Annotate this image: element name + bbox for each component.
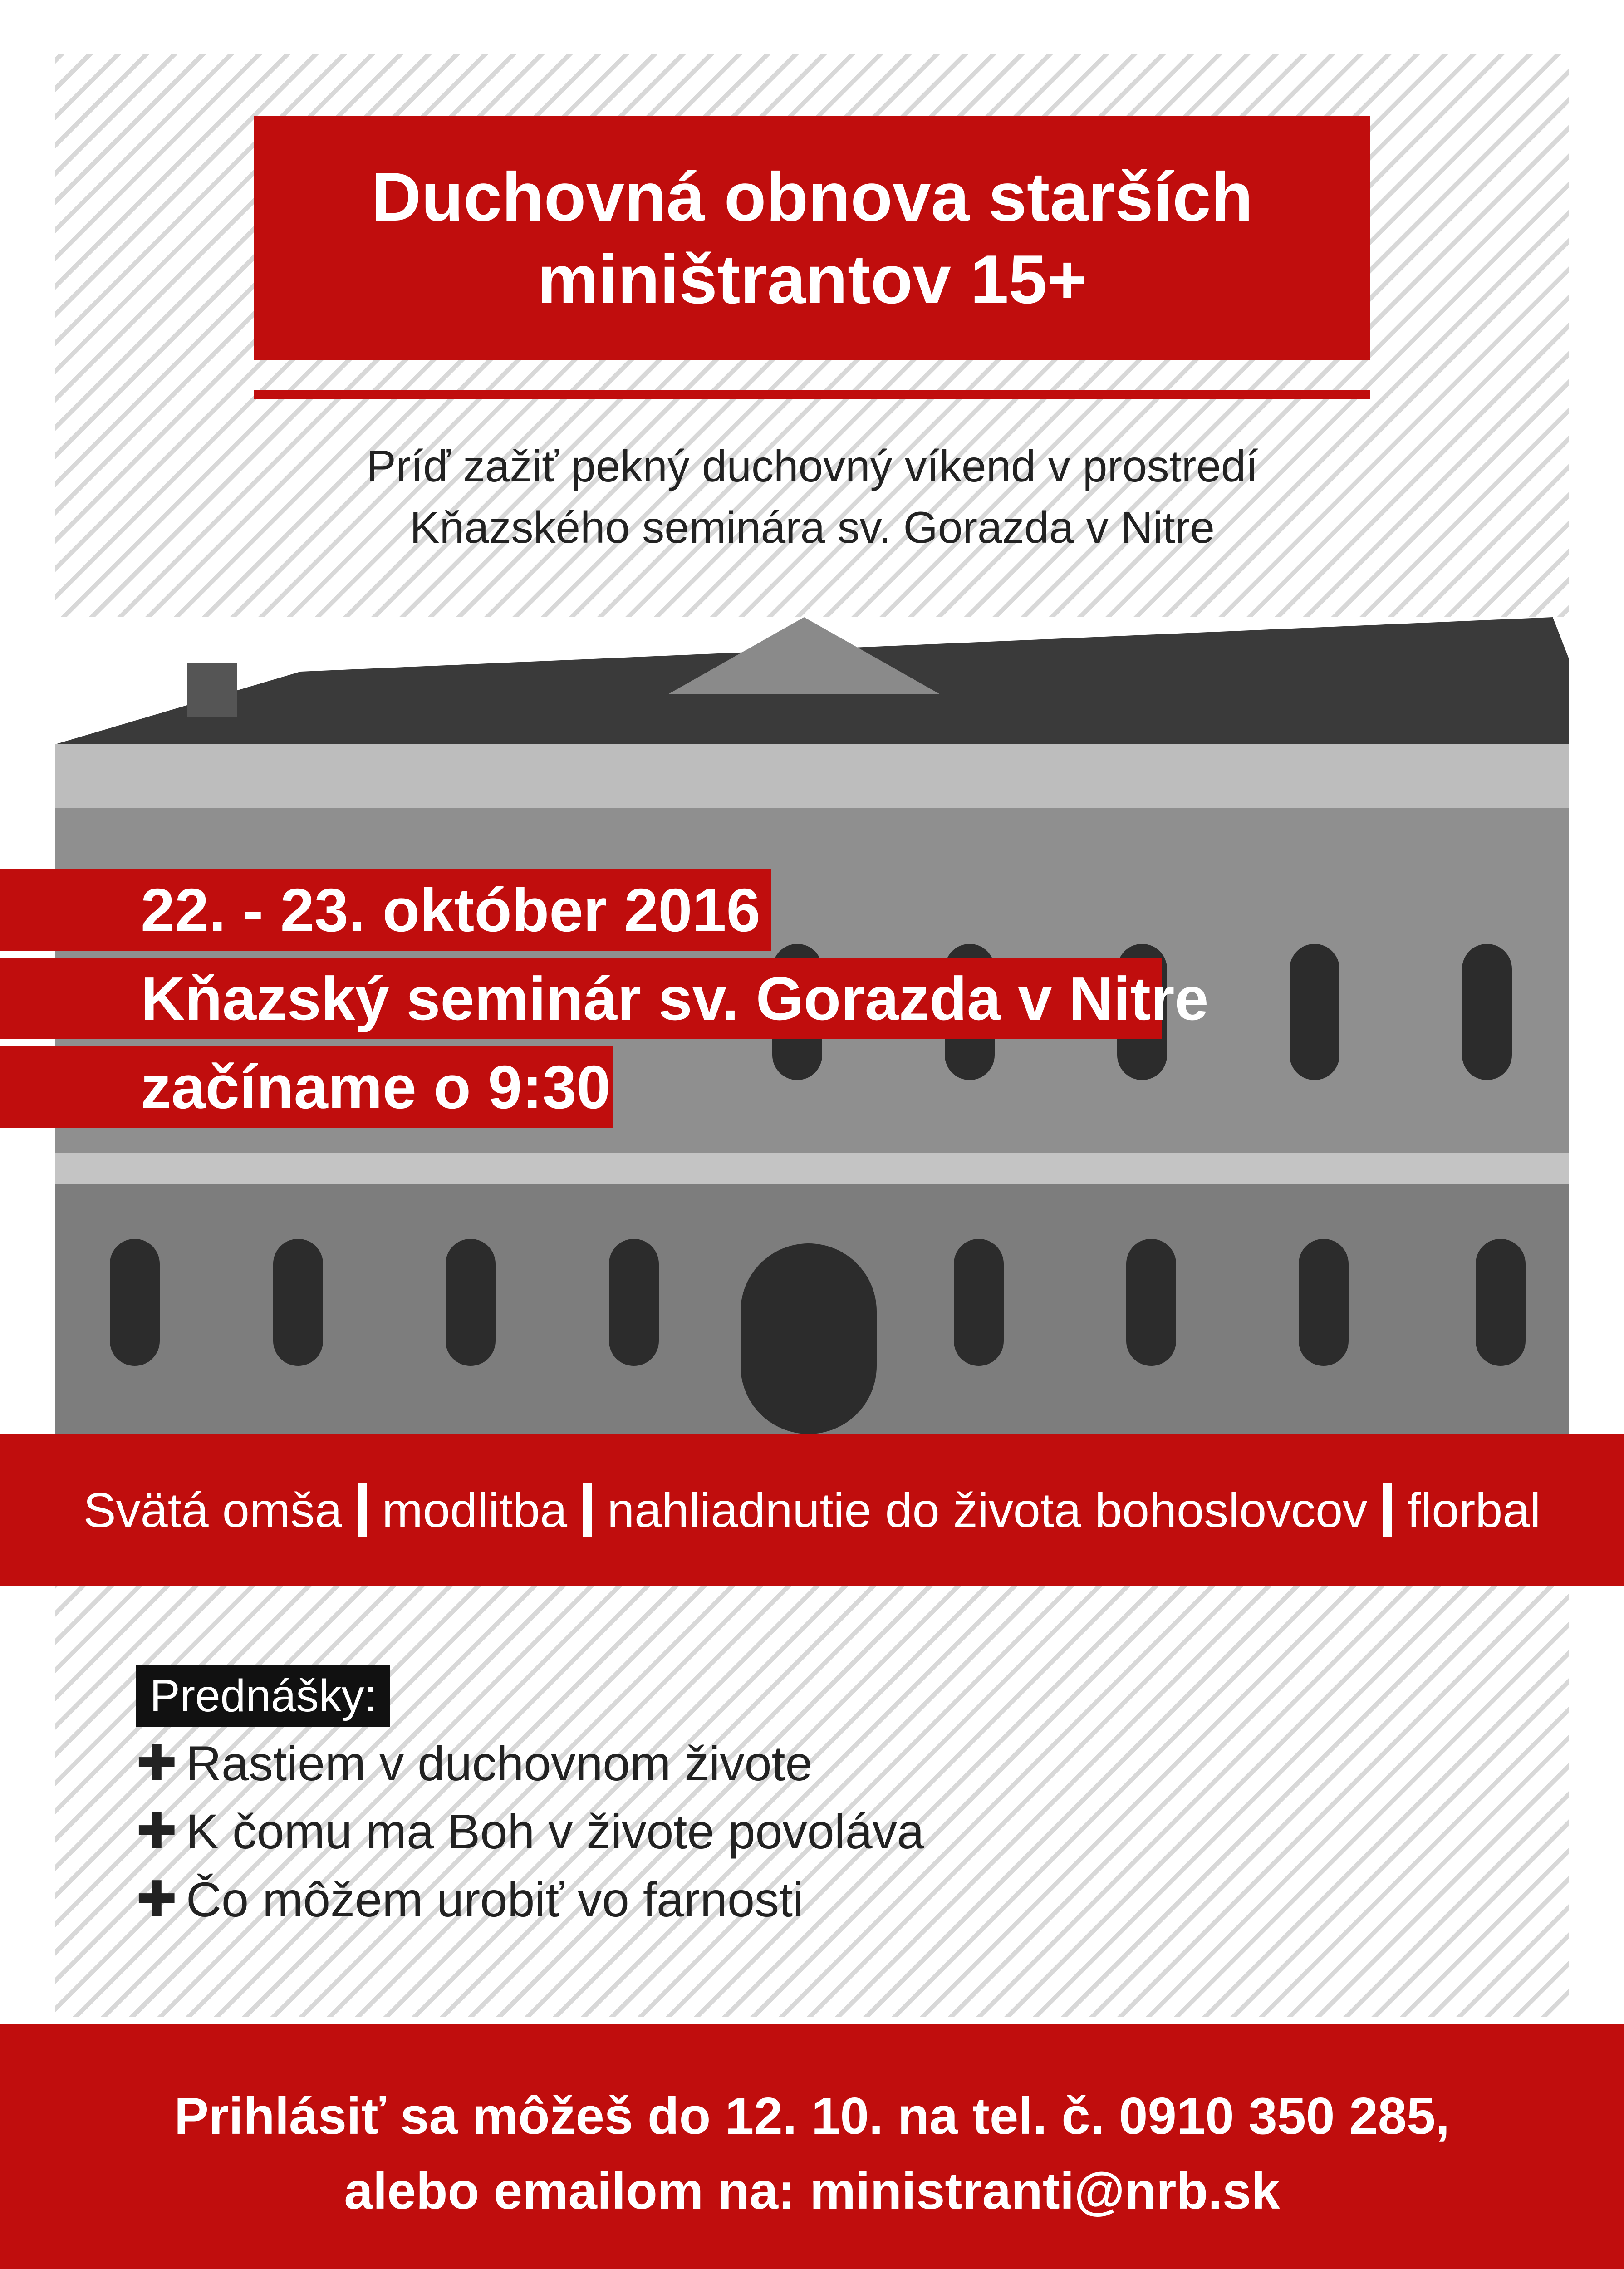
event-start-text: začíname o 9:30 [141,1052,611,1121]
event-date [0,869,771,951]
title-line-2: miništrantov 15+ [537,241,1088,318]
lecture-item [136,1872,804,1926]
title-line-1: Duchovná obnova starších [371,158,1253,236]
lecture-item [136,1736,813,1790]
intro-text [254,436,1370,558]
activities-banner [0,1434,1624,1586]
intro-line-1: Príď zažiť pekný duchovný víkend v prostredí [366,441,1258,491]
lecture-item-text: Čo môžem urobiť vo farnosti [186,1871,804,1927]
registration-line-1: Prihlásiť sa môžeš do 12. 10. na tel. č. 0910 350 285, [174,2087,1450,2145]
lecture-item [136,1804,924,1858]
lecture-item-text: K čomu ma Boh v živote povoláva [186,1803,924,1859]
title-underline [254,390,1370,399]
activity-floorball: florbal [1407,1483,1541,1537]
activity-prayer: modlitba [382,1483,568,1537]
intro-line-2: Kňazského seminára sv. Gorazda v Nitre [410,502,1215,553]
event-start [0,1046,613,1128]
activity-separator [583,1483,592,1537]
title-banner [254,116,1370,360]
lecture-item-text: Rastiem v duchovnom živote [186,1735,813,1791]
lectures-label [136,1665,390,1727]
event-date-text: 22. - 23. október 2016 [141,875,760,944]
plus-icon: ✚ [136,1871,177,1926]
registration-footer [0,2024,1624,2269]
registration-line-2: alebo emailom na: ministranti@nrb.sk [344,2162,1280,2220]
activity-mass: Svätá omša [83,1483,342,1537]
activity-separator [1383,1483,1392,1537]
plus-icon: ✚ [136,1735,177,1790]
event-place-text: Kňazský seminár sv. Gorazda v Nitre [141,964,1209,1033]
lectures-label-text: Prednášky: [150,1670,377,1721]
plus-icon: ✚ [136,1803,177,1858]
activity-seminarians: nahliadnutie do života bohoslovcov [607,1483,1368,1537]
activity-separator [358,1483,367,1537]
event-place [0,958,1209,1039]
